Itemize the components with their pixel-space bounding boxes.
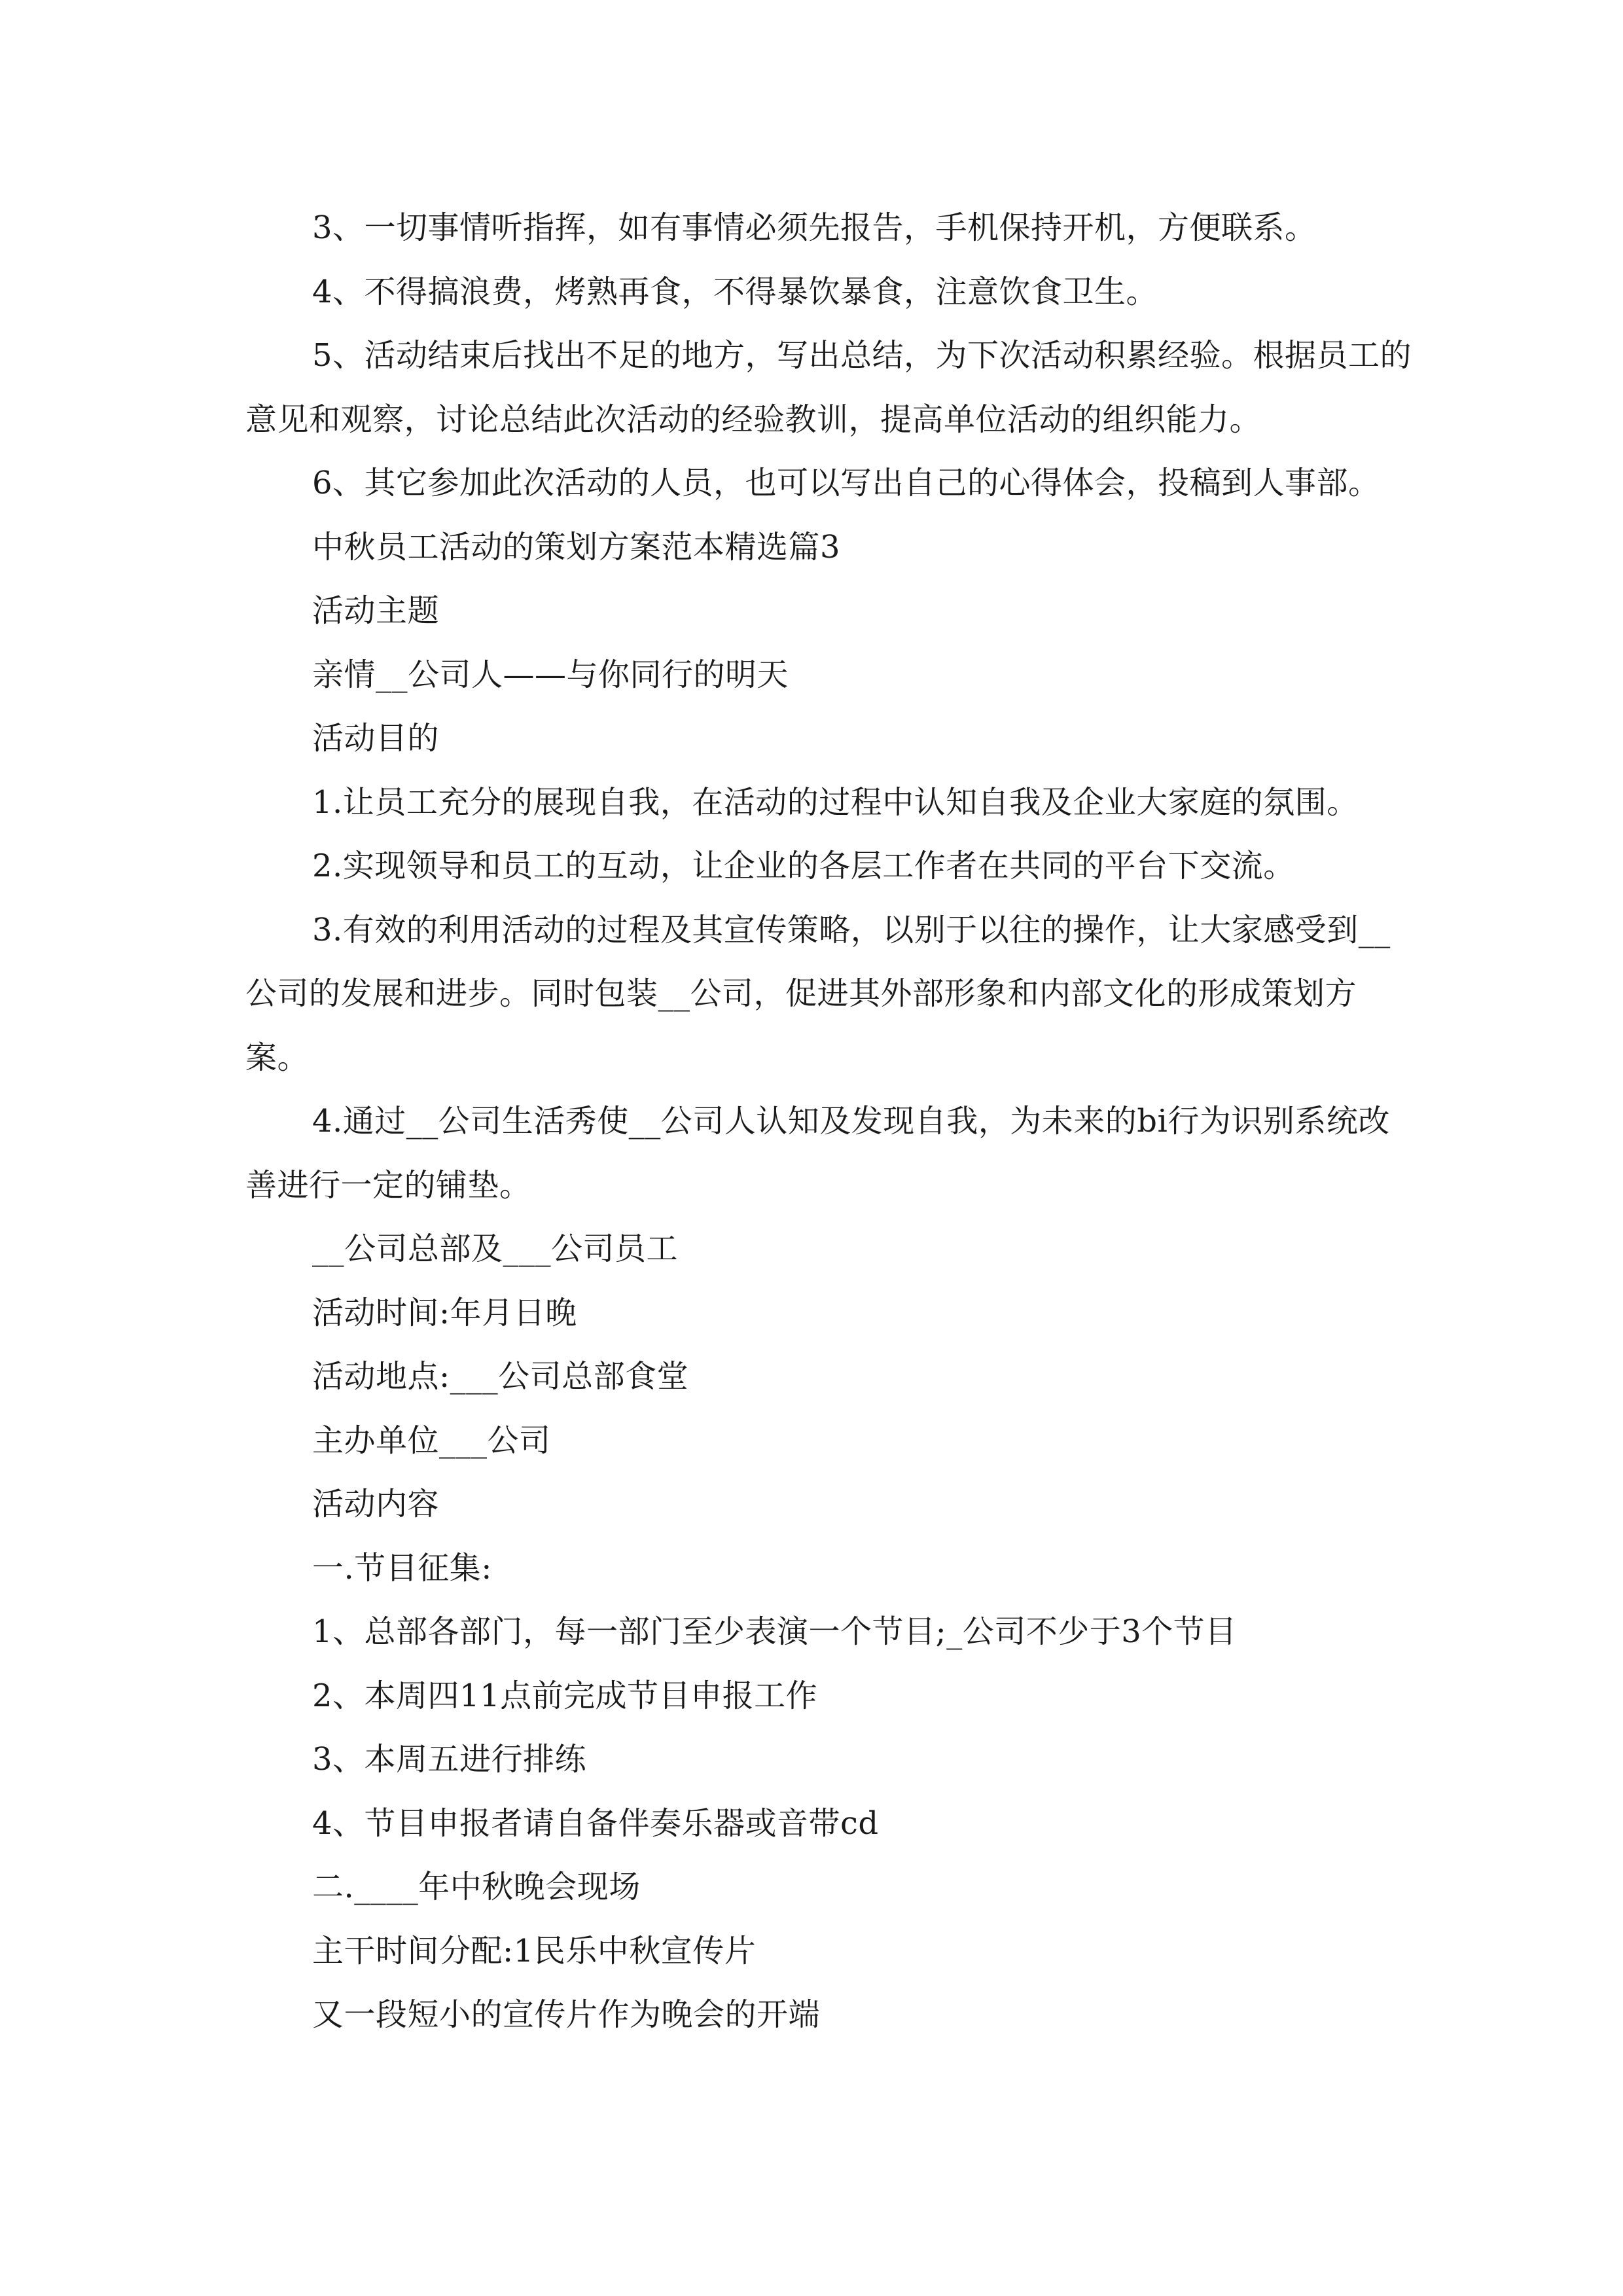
organizer: 主办单位___公司 [312,1422,551,1459]
program-item-2: 2、本周四11点前完成节目申报工作 [312,1677,818,1714]
program-item-1: 1、总部各部门，每一部门至少表演一个节目;_公司不少于3个节目 [312,1613,1237,1650]
section-title: 中秋员工活动的策划方案范本精选篇3 [312,528,841,565]
document-body [245,196,1417,2047]
heading-program-collection: 一.节目征集: [312,1549,492,1587]
activity-time: 活动时间:年月日晚 [312,1294,577,1331]
heading-activity-purpose: 活动目的 [312,720,440,757]
participants-text: __公司总部及___公司员工 [312,1230,679,1267]
activity-theme-text: 亲情__公司人——与你同行的明天 [312,656,789,693]
time-allocation: 主干时间分配:1民乐中秋宣传片 [312,1932,757,1969]
purpose-item-1: 1.让员工充分的展现自我，在活动的过程中认知自我及企业大家庭的氛围。 [312,783,1359,821]
purpose-item-4: 4.通过__公司生活秀使__公司人认知及发现自我，为未来的bi行为识别系统改善进行一定的铺垫。 [245,1103,1390,1204]
purpose-item-2: 2.实现领导和员工的互动，让企业的各层工作者在共同的平台下交流。 [312,848,1295,884]
program-item-3: 3、本周五进行排练 [312,1741,587,1778]
activity-location: 活动地点:___公司总部食堂 [312,1358,689,1395]
opening-description: 又一段短小的宣传片作为晚会的开端 [312,1996,821,2033]
paragraph-rule-3: 3、一切事情听指挥，如有事情必须先报告，手机保持开机，方便联系。 [312,209,1317,246]
paragraph-rule-6: 6、其它参加此次活动的人员，也可以写出自己的心得体会，投稿到人事部。 [312,465,1380,501]
purpose-item-3: 3.有效的利用活动的过程及其宣传策略，以别于以往的操作，让大家感受到__公司的发展和进步。同时包装__公司，促进其外部形象和内部文化的形成策划方案。 [245,911,1391,1076]
paragraph-rule-4: 4、不得搞浪费，烤熟再食，不得暴饮暴食，注意饮食卫生。 [312,273,1158,310]
heading-activity-theme: 活动主题 [312,592,440,629]
program-item-4: 4、节目申报者请自备伴奏乐器或音带cd [312,1804,879,1842]
paragraph-rule-5: 5、活动结束后找出不足的地方，写出总结，为下次活动积累经验。根据员工的意见和观察，讨论总结此次活动的经验教训，提高单位活动的组织能力。 [245,337,1412,438]
heading-gala-scene: 二.____年中秋晚会现场 [312,1869,641,1905]
heading-activity-content: 活动内容 [312,1486,440,1522]
